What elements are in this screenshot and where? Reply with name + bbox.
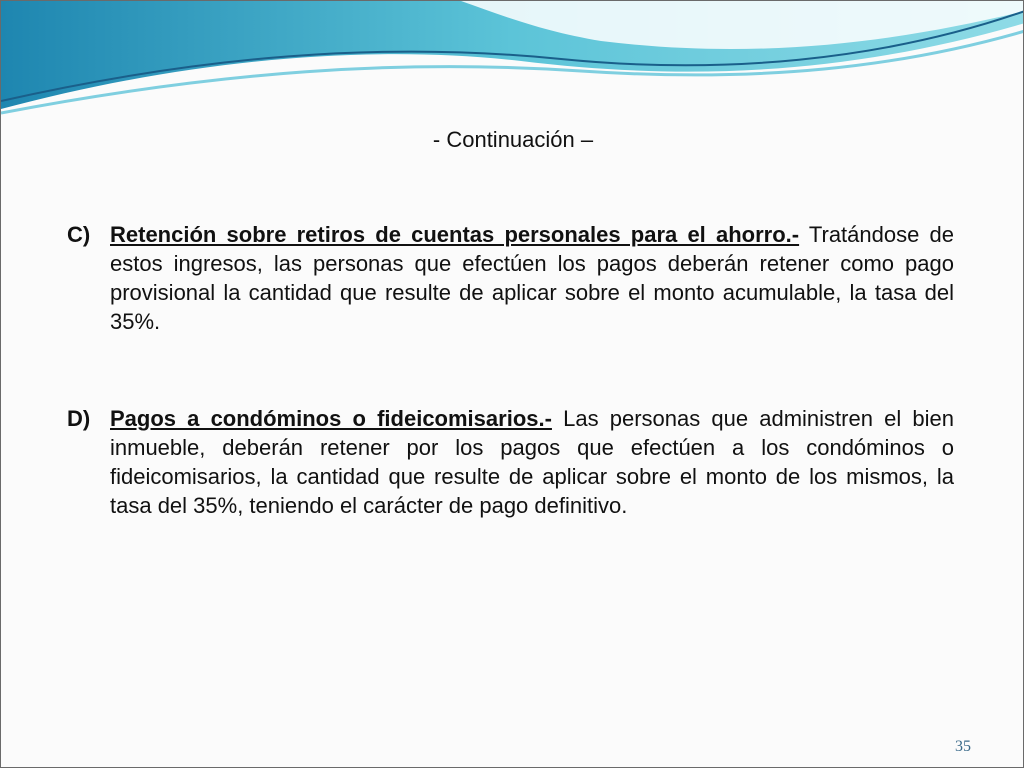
item-body (110, 220, 954, 336)
item-letter: D) (67, 406, 91, 431)
page-number: 35 (955, 738, 971, 755)
slide-subtitle: - Continuación – (432, 127, 594, 152)
item-body (110, 404, 954, 520)
list-item-d (67, 404, 954, 520)
item-text: Tratándose de estos ingresos, las personas que efectúen los pagos deberán retener como pago provisional la cantidad que resulte de aplicar sobre el monto acumulable, la tasa del 35%. (110, 222, 954, 334)
item-letter: C) (67, 222, 91, 247)
item-text: Las personas que administren el bien inmueble, deberán retener por los pagos que efectúen a los condóminos o fideicomisarios, la cantidad que resulte de aplicar sobre el monto de los mismos, la tasa del 35%, teniendo el carácter de pago definitivo. (110, 406, 954, 518)
item-heading: Pagos a condóminos o fideicomisarios.- (110, 406, 552, 431)
list-item-c (67, 220, 954, 336)
decorative-wave-header (1, 1, 1024, 121)
item-heading: Retención sobre retiros de cuentas personales para el ahorro.- (110, 222, 800, 247)
